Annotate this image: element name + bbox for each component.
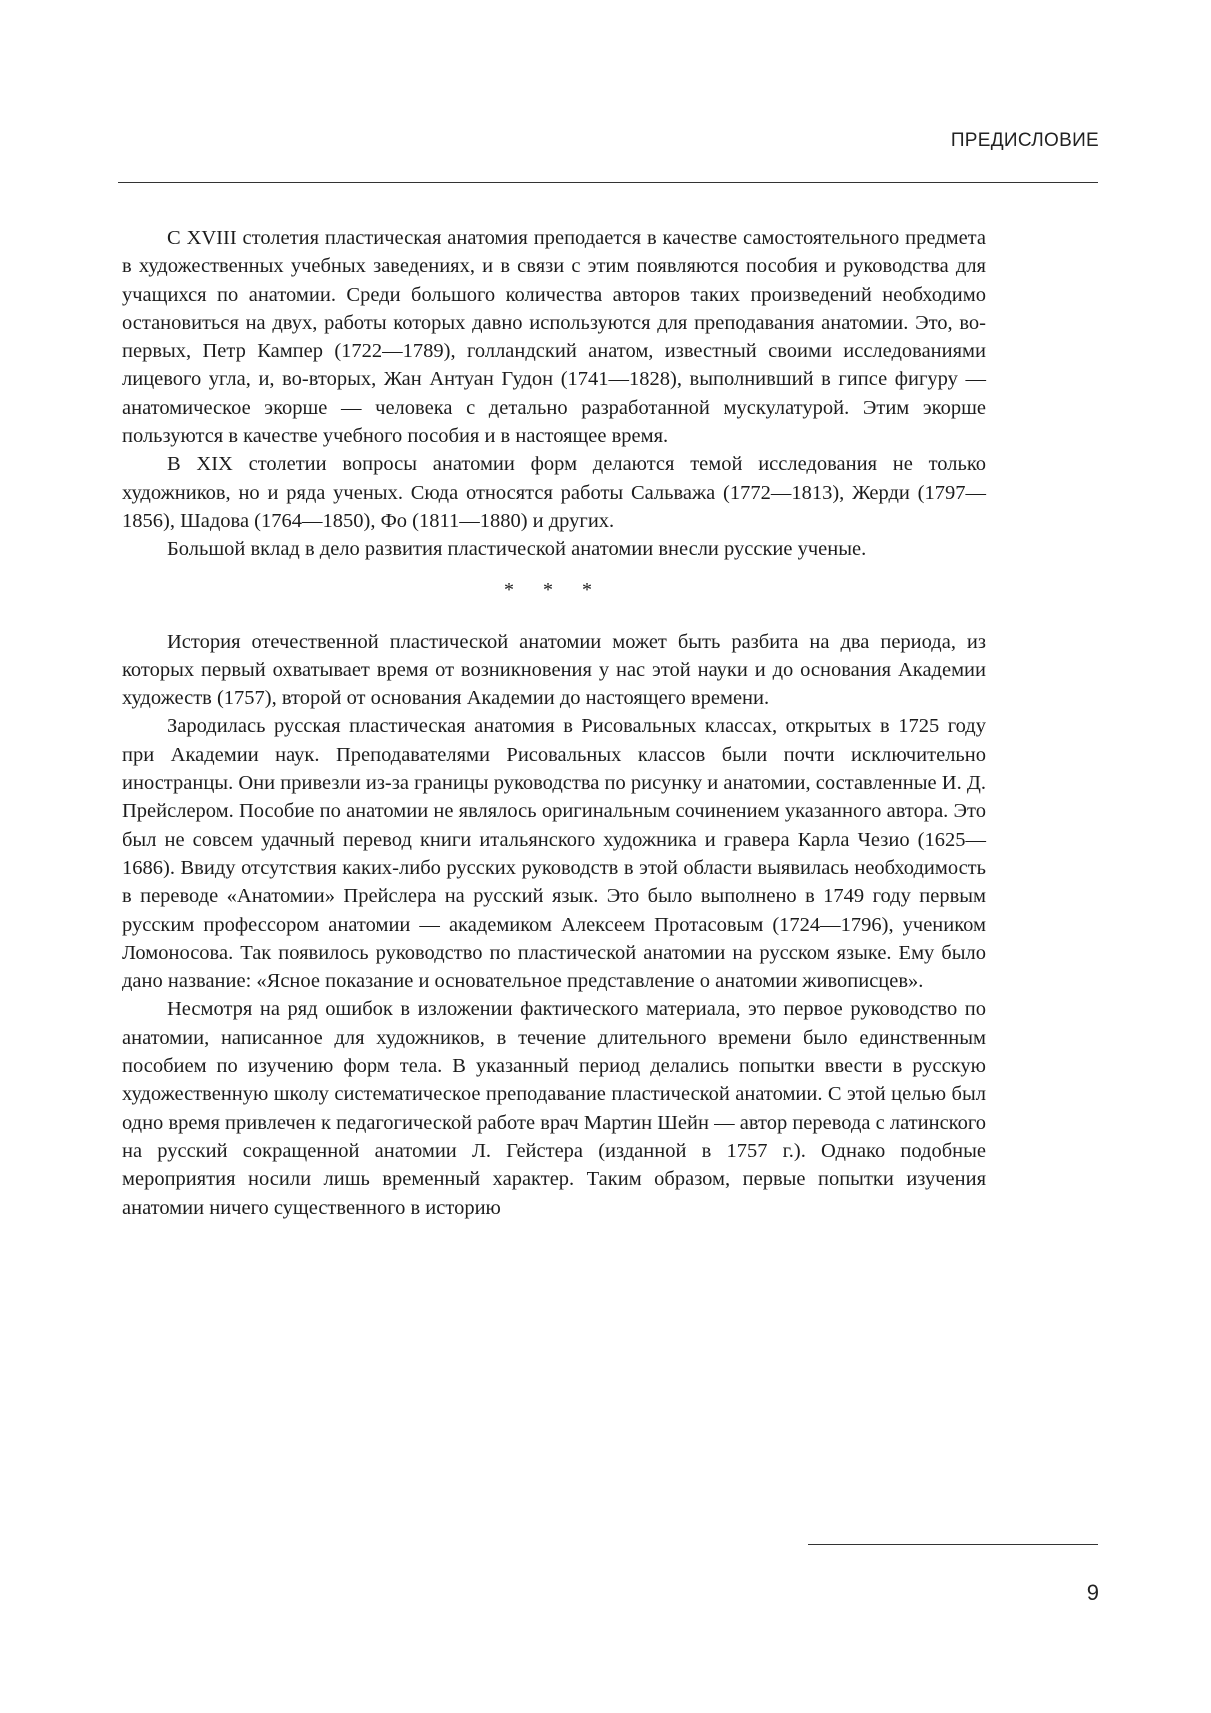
header-rule [118, 182, 1098, 183]
footer-rule [808, 1544, 1098, 1545]
main-text [122, 224, 986, 1222]
section-separator: * * * [504, 578, 604, 601]
running-title: ПРЕДИСЛОВИЕ [950, 130, 1099, 151]
page-number: 9 [1086, 1580, 1099, 1605]
paragraph: Большой вклад в дело развития пластической анатомии внесли русские ученые. [167, 538, 867, 561]
paragraph: С XVIII столетия пластическая анатомия преподается в качестве самостоятельного предмета в художественных учебных заведениях, и в связи с этим появляются пособия и руководства для учащихся по анатомии. Среди большого количества авторов таких произведений необходимо остановиться на двух, работы которых давно используются для преподавания анатомии. Это, во-первых, Петр Кампер (1722—1789), голландский анатом, известный своими исследованиями лицевого угла, и, во-вторых, Жан Антуан Гудон (1741—1828), выполнивший в гипсе фигуру — анатомическое экорше — человека с детально разработанной мускулатурой. Этим экорше пользуются в качестве учебного пособия и в настоящее время. [122, 227, 986, 448]
paragraph: Зародилась русская пластическая анатомия в Рисовальных классах, открытых в 1725 году при Академии наук. Преподавателями Рисовальных классов были почти исключительно иностранцы. Они привезли из-за границы руководства по рисунку и анатомии, составленные И. Д. Прейслером. Пособие по анатомии не являлось оригинальным сочинением указанного автора. Это был не совсем удачный перевод книги итальянского художника и гравера Карла Чезио (1625—1686). Ввиду отсутствия каких-либо русских руководств в этой области выявилась необходимость в переводе «Анатомии» Прейслера на русский язык. Это было выполнено в 1749 году первым русским профессором анатомии — академиком Алексеем Протасовым (1724—1796), учеником Ломоносова. Так появилось руководство по пластической анатомии на русском языке. Ему было дано название: «Ясное показание и основательное представление о анатомии живописцев». [122, 715, 986, 993]
paragraph: Несмотря на ряд ошибок в изложении фактического материала, это первое руководство по анатомии, написанное для художников, в течение длительного времени было единственным пособием по изучению форм тела. В указанный период делались попытки ввести в русскую художественную школу систематическое преподавание пластической анатомии. С этой целью был одно время привлечен к педагогической работе врач Мартин Шейн — автор перевода с латинского на русский сокращенной анатомии Л. Гейстера (изданной в 1757 г.). Однако подобные мероприятия носили лишь временный характер. Таким образом, первые попытки изучения анатомии ничего существенного в историю [122, 998, 986, 1219]
paragraph: История отечественной пластической анатомии может быть разбита на два периода, из которых первый охватывает время от возникновения у нас этой науки и до основания Академии художеств (1757), второй от основания Академии до настоящего времени. [122, 630, 986, 710]
paragraph: В XIX столетии вопросы анатомии форм делаются темой исследования не только художников, но и ряда ученых. Сюда относятся работы Сальважа (1772—1813), Жерди (1797—1856), Шадова (1764—1850), Фо (1811—1880) и других. [122, 453, 986, 532]
